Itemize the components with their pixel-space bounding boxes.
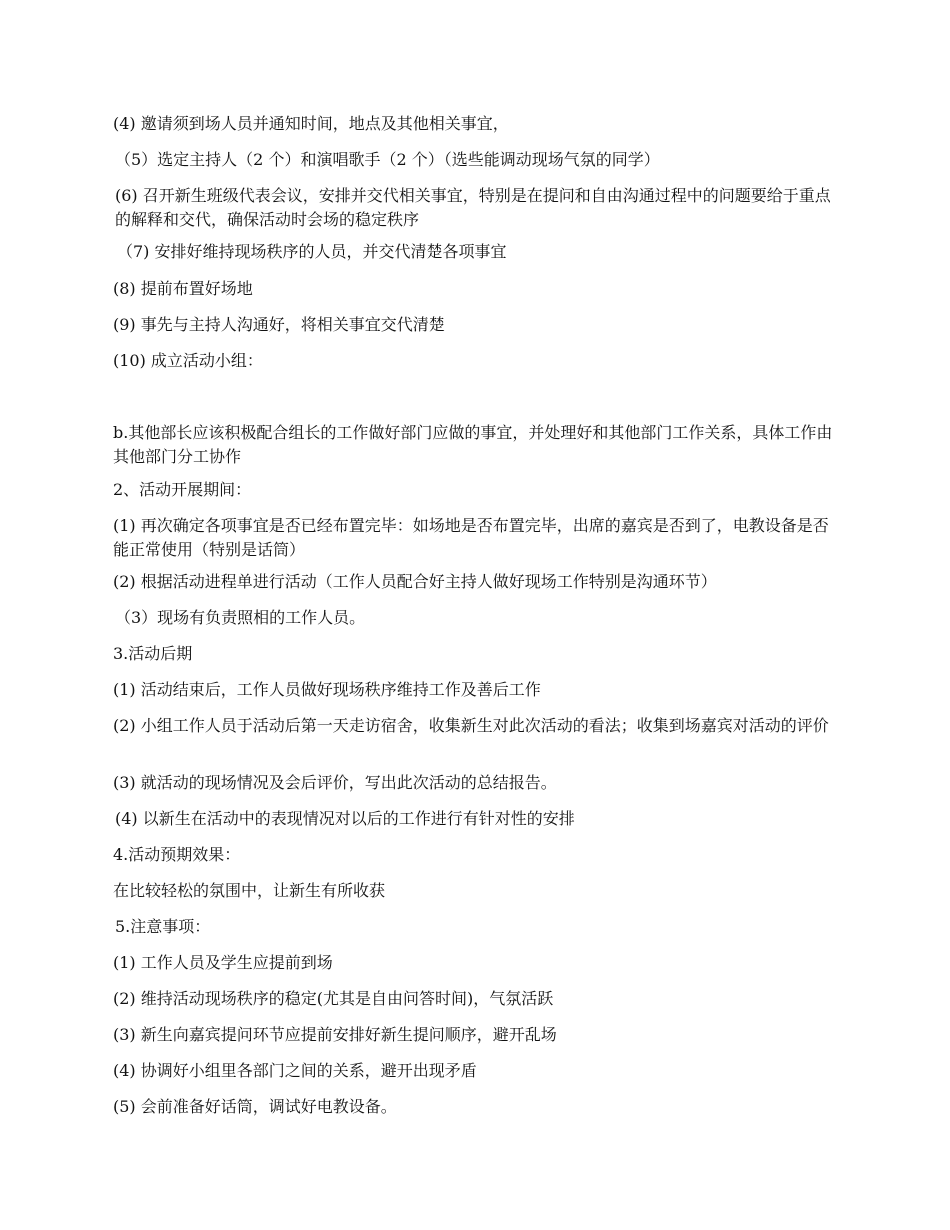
paragraph-select-hosts: （5）选定主持人（2 个）和演唱歌手（2 个）（选些能调动现场气氛的同学） — [115, 150, 660, 169]
paragraph-other-ministers: b.其他部长应该积极配合组长的工作做好部门应做的事宜，并处理好和其他部门工作关系，具体工作由其他部门分工协作 — [113, 423, 833, 466]
paragraph-coordinate-departments: (4) 协调好小组里各部门之间的关系，避开出现矛盾 — [113, 1061, 477, 1080]
paragraph-invite-attendees: (4) 邀请须到场人员并通知时间，地点及其他相关事宜， — [113, 114, 509, 133]
paragraph-activity-schedule: (2) 根据活动进程单进行活动（工作人员配合好主持人做好现场工作特别是沟通环节） — [113, 572, 717, 591]
paragraph-summary-report: (3) 就活动的现场情况及会后评价，写出此次活动的总结报告。 — [113, 773, 557, 792]
paragraph-order-staff: （7) 安排好维持现场秩序的人员，并交代清楚各项事宜 — [117, 242, 507, 261]
paragraph-venue-setup: (8) 提前布置好场地 — [113, 279, 253, 298]
paragraph-maintain-order: (2) 维持活动现场秩序的稳定(尤其是自由问答时间)，气氛活跃 — [113, 989, 554, 1008]
section-heading-post-activity: 3.活动后期 — [113, 644, 193, 663]
section-heading-expected-effect: 4.活动预期效果： — [113, 845, 241, 864]
paragraph-future-arrangements: (4) 以新生在活动中的表现情况对以后的工作进行有针对性的安排 — [115, 809, 575, 828]
paragraph-expected-effect: 在比较轻松的氛围中，让新生有所收获 — [113, 881, 386, 900]
paragraph-form-group: (10) 成立活动小组： — [113, 351, 263, 370]
section-heading-notes: 5.注意事项： — [115, 917, 211, 936]
paragraph-after-cleanup: (1) 活动结束后，工作人员做好现场秩序维持工作及善后工作 — [113, 680, 541, 699]
paragraph-prepare-equipment: (5) 会前准备好话筒，调试好电教设备。 — [113, 1097, 397, 1116]
paragraph-class-rep-meeting: (6) 召开新生班级代表会议，安排并交代相关事宜，特别是在提问和自由沟通过程中的问题要给于重点的解释和交代，确保活动时会场的稳定秩序 — [115, 186, 831, 229]
paragraph-arrive-early: (1) 工作人员及学生应提前到场 — [113, 953, 333, 972]
paragraph-host-communication: (9) 事先与主持人沟通好，将相关事宜交代清楚 — [113, 315, 445, 334]
paragraph-question-order: (3) 新生向嘉宾提问环节应提前安排好新生提问顺序，避开乱场 — [113, 1025, 557, 1044]
paragraph-photographer: （3）现场有负责照相的工作人员。 — [115, 608, 366, 627]
paragraph-confirm-items: (1) 再次确定各项事宜是否已经布置完毕：如场地是否布置完毕，出席的嘉宾是否到了，电教设备是否能正常使用（特别是话筒） — [113, 516, 829, 559]
paragraph-dorm-visit: (2) 小组工作人员于活动后第一天走访宿舍，收集新生对此次活动的看法；收集到场嘉宾对活动的评价 — [113, 716, 829, 735]
section-heading-during-activity: 2、活动开展期间： — [113, 480, 252, 499]
